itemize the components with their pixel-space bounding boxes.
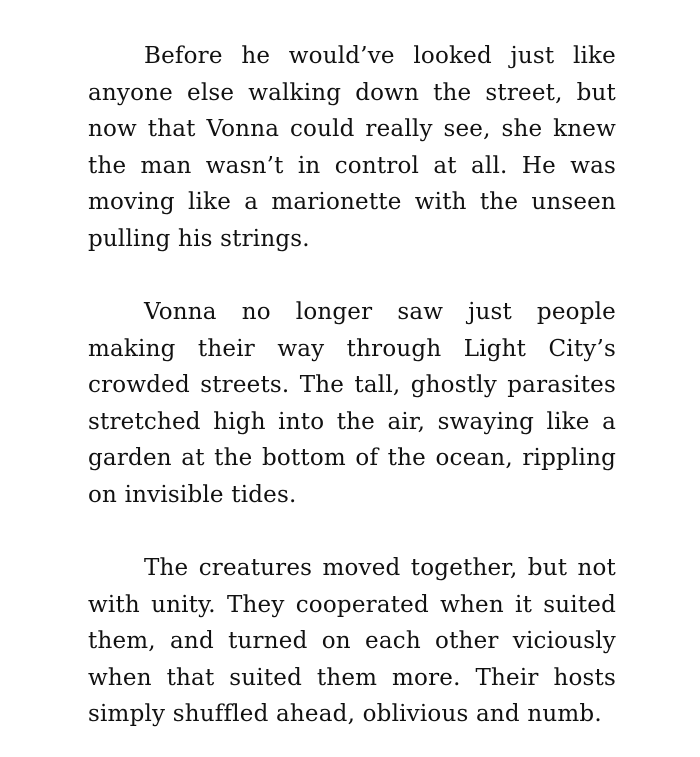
text-line: anyone else walking down the street, but: [88, 79, 616, 106]
text-line: the man wasn’t in control at all. He was: [88, 152, 616, 179]
text-line: on invisible tides.: [88, 481, 297, 508]
text-line: simply shuffled ahead, oblivious and numb.: [88, 701, 602, 727]
text-line: crowded streets. The tall, ghostly parasites: [88, 372, 616, 398]
paragraph-1: [88, 38, 616, 257]
text-line: when that suited them more. Their hosts: [88, 664, 616, 691]
paragraph-3: [88, 550, 616, 733]
text-line: with unity. They cooperated when it suited: [88, 591, 616, 618]
text-line: garden at the bottom of the ocean, rippling: [88, 445, 616, 471]
book-page: [88, 38, 616, 733]
paragraph-2: [88, 294, 616, 513]
text-line: Before he would’ve looked just like: [144, 43, 616, 69]
text-line: Vonna no longer saw just people: [144, 299, 616, 325]
text-line: moving like a marionette with the unseen: [88, 189, 616, 215]
text-line: stretched high into the air, swaying like a: [88, 408, 616, 435]
text-line: now that Vonna could really see, she knew: [88, 116, 616, 142]
text-line: them, and turned on each other viciously: [88, 628, 616, 654]
text-line: making their way through Light City’s: [88, 335, 616, 362]
text-line: The creatures moved together, but not: [144, 555, 616, 581]
text-line: pulling his strings.: [88, 225, 310, 252]
